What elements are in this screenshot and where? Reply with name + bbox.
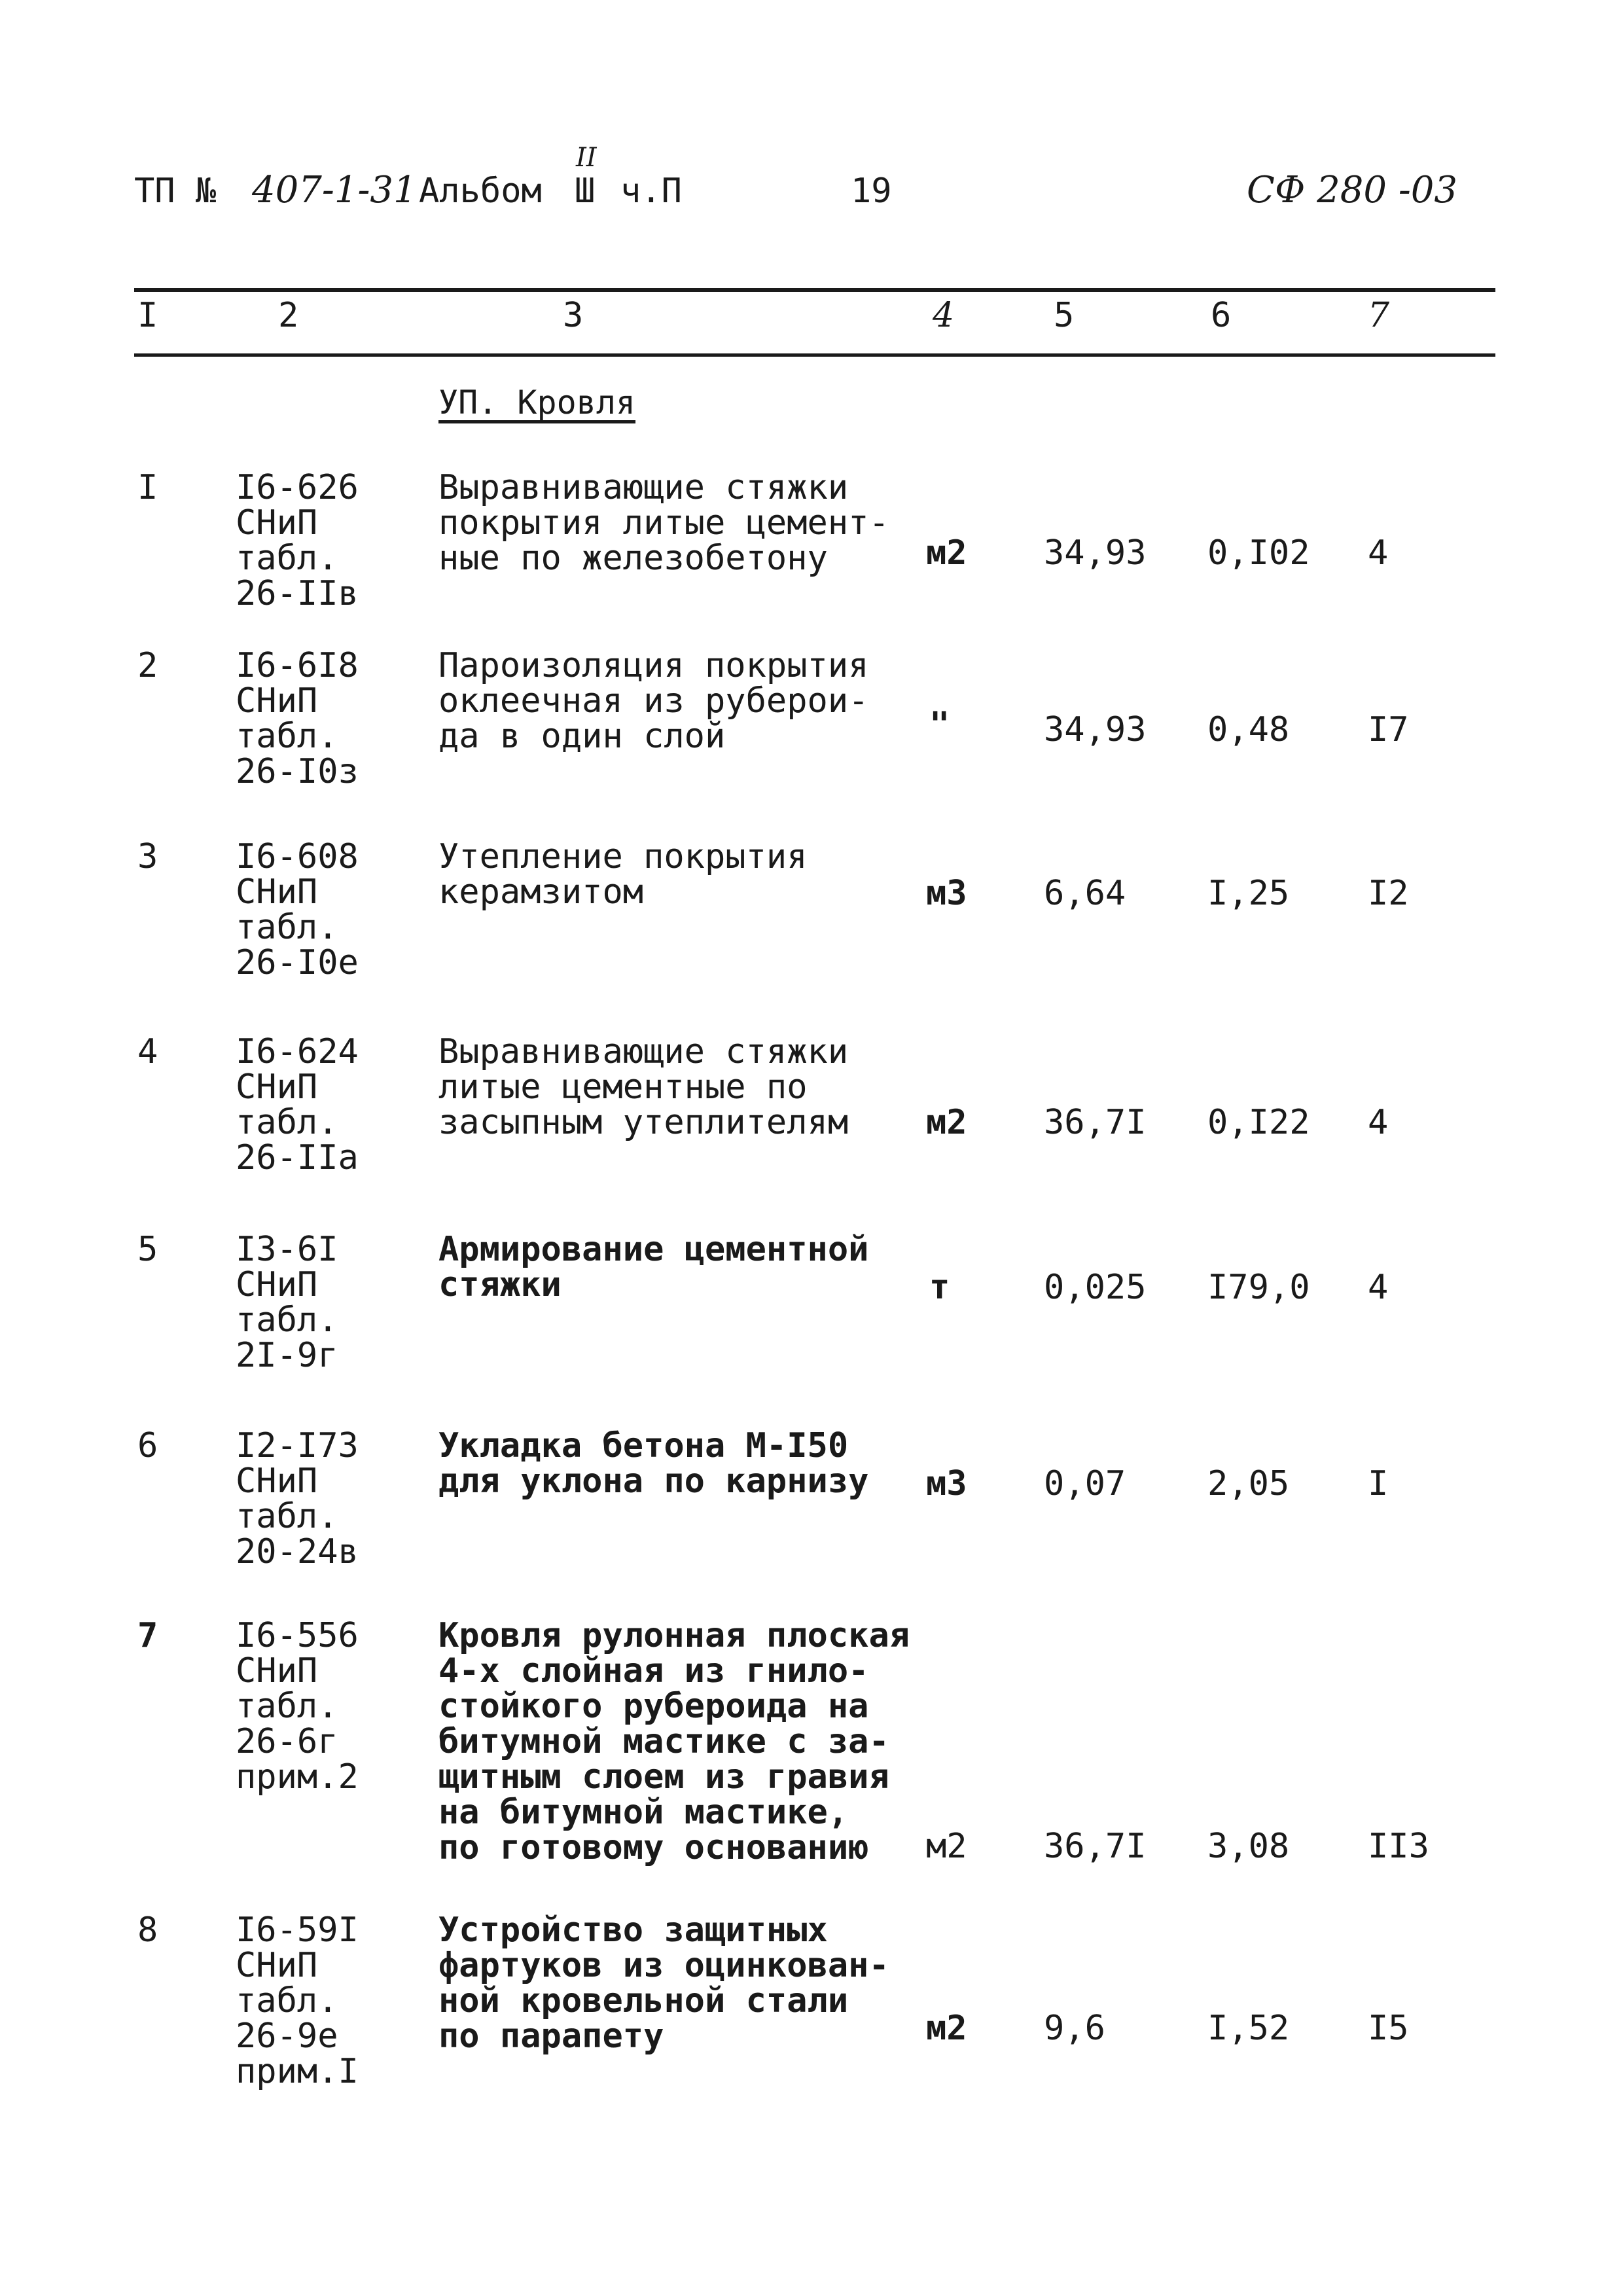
work-description: Выравнивающие стяжки литые цементные по засыпным утеплителям	[438, 1032, 849, 1142]
rate: I,25	[1207, 874, 1290, 913]
row-number: 2	[137, 646, 158, 685]
unit: м2	[926, 2009, 967, 2048]
row-number: I	[137, 468, 158, 507]
section-title: УП. Кровля	[438, 384, 636, 422]
album-number: II	[576, 143, 597, 173]
column-header-5: 5	[1054, 296, 1075, 335]
total: II3	[1368, 1827, 1429, 1866]
norm-reference: I6-626 СНиП табл. 26-IIв	[236, 468, 359, 613]
unit: м3	[926, 874, 967, 913]
table-top-rule	[134, 288, 1495, 292]
rate: 2,05	[1207, 1464, 1290, 1503]
norm-reference: I2-I73 СНиП табл. 20-24в	[236, 1426, 359, 1571]
norm-reference: I6-608 СНиП табл. 26-I0е	[236, 837, 359, 982]
norm-reference: I3-6I СНиП табл. 2I-9г	[236, 1230, 338, 1375]
quantity: 36,7I	[1044, 1827, 1147, 1866]
work-description: Армирование цементной стяжки	[438, 1230, 869, 1304]
work-description: Пароизоляция покрытия оклеечная из руберои- да в один слой	[438, 646, 869, 756]
album-part: ч.П	[620, 171, 682, 211]
unit: м2	[926, 533, 967, 573]
unit: "	[929, 705, 950, 744]
row-number: 3	[137, 837, 158, 876]
quantity: 9,6	[1044, 2009, 1105, 2048]
document-code: СФ 280 -03	[1247, 169, 1457, 211]
quantity: 36,7I	[1044, 1103, 1147, 1142]
unit: м3	[926, 1464, 967, 1503]
work-description: Кровля рулонная плоская 4-х слойная из гнило- стойкого рубероида на битумной мастике с за- щитным слоем из гравия на битумной мастике, по готовому основанию	[438, 1616, 910, 1867]
norm-reference: I6-624 СНиП табл. 26-IIа	[236, 1032, 359, 1177]
work-description: Устройство защитных фартуков из оцинкован- ной кровельной стали по парапету	[438, 1910, 889, 2056]
column-header-7: 7	[1368, 296, 1390, 335]
quantity: 0,025	[1044, 1268, 1147, 1307]
total: I7	[1368, 710, 1409, 749]
norm-reference: I6-59I СНиП табл. 26-9е прим.I	[236, 1910, 359, 2091]
unit: т	[929, 1268, 950, 1307]
rate: 3,08	[1207, 1827, 1290, 1866]
total: I2	[1368, 874, 1409, 913]
album-label: Альбом	[419, 171, 542, 211]
unit: м2	[926, 1827, 967, 1866]
quantity: 6,64	[1044, 874, 1126, 913]
column-header-1: I	[137, 296, 158, 335]
row-number: 8	[137, 1910, 158, 1950]
norm-reference: I6-556 СНиП табл. 26-6г прим.2	[236, 1616, 359, 1797]
page-number: 19	[851, 171, 892, 211]
row-number: 4	[137, 1032, 158, 1071]
norm-reference: I6-6I8 СНиП табл. 26-I0з	[236, 646, 359, 791]
total: 4	[1368, 1268, 1389, 1307]
row-number: 6	[137, 1426, 158, 1465]
quantity: 34,93	[1044, 533, 1147, 573]
row-number: 7	[137, 1616, 158, 1655]
column-header-2: 2	[278, 296, 299, 335]
total: I5	[1368, 2009, 1409, 2048]
work-description: Укладка бетона М-I50 для уклона по карнизу	[438, 1426, 869, 1501]
rate: 0,I02	[1207, 533, 1310, 573]
table-header-rule	[134, 353, 1495, 357]
tp-number: 407-1-31	[252, 169, 417, 211]
rate: 0,I22	[1207, 1103, 1310, 1142]
work-description: Выравнивающие стяжки покрытия литые цемент- ные по железобетону	[438, 468, 889, 578]
total: 4	[1368, 1103, 1389, 1142]
rate: I79,0	[1207, 1268, 1310, 1307]
quantity: 34,93	[1044, 710, 1147, 749]
rate: 0,48	[1207, 710, 1290, 749]
total: I	[1368, 1464, 1389, 1503]
total: 4	[1368, 533, 1389, 573]
quantity: 0,07	[1044, 1464, 1126, 1503]
rate: I,52	[1207, 2009, 1290, 2048]
work-description: Утепление покрытия керамзитом	[438, 837, 808, 912]
album-crossed-number: Ш	[575, 171, 596, 211]
row-number: 5	[137, 1230, 158, 1269]
tp-label: ТП №	[134, 171, 217, 211]
column-header-3: 3	[563, 296, 584, 335]
column-header-6: 6	[1211, 296, 1232, 335]
column-header-4: 4	[933, 296, 955, 335]
unit: м2	[926, 1103, 967, 1142]
